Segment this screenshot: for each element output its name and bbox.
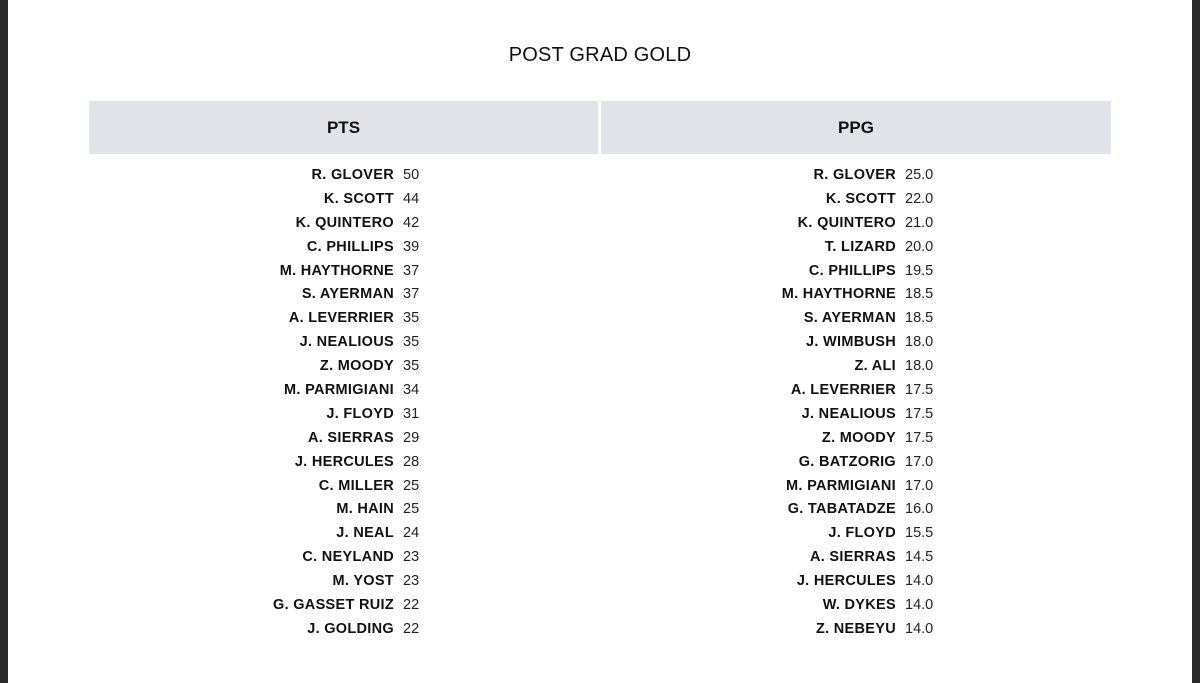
player-name: J. NEAL xyxy=(336,525,394,542)
points-value: 22 xyxy=(403,620,420,637)
pts-row xyxy=(194,307,443,331)
pts-column-header: PTS xyxy=(89,101,598,154)
ppg-value: 15.5 xyxy=(905,525,934,542)
player-name: Z. MOODY xyxy=(319,358,394,375)
player-name: K. SCOTT xyxy=(323,190,394,207)
player-name: S. AYERMAN xyxy=(301,286,394,303)
points-value: 35 xyxy=(403,334,420,351)
ppg-value: 19.5 xyxy=(905,262,934,279)
player-name: M. HAYTHORNE xyxy=(781,286,896,303)
ppg-value: 14.0 xyxy=(905,620,934,637)
player-name: C. PHILLIPS xyxy=(808,262,896,279)
player-name: A. SIERRAS xyxy=(810,549,896,566)
ppg-value: 21.0 xyxy=(905,214,934,231)
ppg-row xyxy=(696,307,955,331)
player-name: C. MILLER xyxy=(318,477,394,494)
ppg-row xyxy=(696,475,955,499)
ppg-value: 14.0 xyxy=(905,573,934,590)
ppg-value: 25.0 xyxy=(905,167,934,183)
ppg-value: 17.0 xyxy=(905,453,934,470)
player-name: Z. MOODY xyxy=(821,429,896,446)
pts-row xyxy=(194,498,443,522)
ppg-value: 14.5 xyxy=(905,549,934,566)
pts-leaderboard xyxy=(194,164,443,642)
points-value: 35 xyxy=(403,310,420,327)
player-name: W. DYKES xyxy=(822,597,896,614)
stats-page xyxy=(8,0,1192,683)
player-name: M. HAYTHORNE xyxy=(279,262,394,279)
ppg-value: 18.5 xyxy=(905,310,934,327)
ppg-value: 18.5 xyxy=(905,286,934,303)
pts-row xyxy=(194,546,443,570)
player-name: G. TABATADZE xyxy=(787,501,896,518)
player-name: M. HAIN xyxy=(336,501,394,518)
ppg-row xyxy=(696,618,955,642)
ppg-leaderboard xyxy=(696,164,955,642)
pts-row xyxy=(194,212,443,236)
ppg-row xyxy=(696,283,955,307)
player-name: A. SIERRAS xyxy=(308,429,394,446)
player-name: J. HERCULES xyxy=(294,453,394,470)
ppg-row xyxy=(696,355,955,379)
ppg-value: 18.0 xyxy=(905,334,934,351)
pts-row xyxy=(194,331,443,355)
player-name: G. GASSET RUIZ xyxy=(272,597,394,614)
points-value: 37 xyxy=(403,262,420,279)
ppg-row xyxy=(696,331,955,355)
player-name: R. GLOVER xyxy=(311,167,394,183)
points-value: 29 xyxy=(403,429,420,446)
points-value: 34 xyxy=(403,382,420,399)
player-name: M. PARMIGIANI xyxy=(284,382,394,399)
player-name: G. BATZORIG xyxy=(798,453,896,470)
player-name: A. LEVERRIER xyxy=(288,310,394,327)
ppg-row xyxy=(696,594,955,618)
points-value: 23 xyxy=(403,549,420,566)
ppg-row xyxy=(696,236,955,260)
ppg-value: 22.0 xyxy=(905,190,934,207)
ppg-value: 14.0 xyxy=(905,597,934,614)
pts-row xyxy=(194,570,443,594)
player-name: K. QUINTERO xyxy=(295,214,394,231)
pts-row xyxy=(194,594,443,618)
player-name: Z. NEBEYU xyxy=(815,620,896,637)
pts-row xyxy=(194,283,443,307)
ppg-row xyxy=(696,379,955,403)
player-name: R. GLOVER xyxy=(813,167,896,183)
player-name: K. SCOTT xyxy=(825,190,896,207)
player-name: C. NEYLAND xyxy=(302,549,394,566)
points-value: 24 xyxy=(403,525,420,542)
player-name: C. PHILLIPS xyxy=(306,238,394,255)
pts-row xyxy=(194,403,443,427)
ppg-row xyxy=(696,546,955,570)
ppg-value: 18.0 xyxy=(905,358,934,375)
points-value: 37 xyxy=(403,286,420,303)
pts-row xyxy=(194,260,443,284)
pts-row xyxy=(194,188,443,212)
points-value: 35 xyxy=(403,358,420,375)
pts-row xyxy=(194,522,443,546)
ppg-row xyxy=(696,451,955,475)
ppg-row xyxy=(696,522,955,546)
ppg-row xyxy=(696,498,955,522)
points-value: 50 xyxy=(403,167,420,183)
ppg-row xyxy=(696,427,955,451)
player-name: T. LIZARD xyxy=(824,238,896,255)
ppg-value: 17.0 xyxy=(905,477,934,494)
player-name: M. YOST xyxy=(332,573,394,590)
ppg-row xyxy=(696,188,955,212)
player-name: Z. ALI xyxy=(854,358,896,375)
pts-row xyxy=(194,427,443,451)
player-name: J. FLOYD xyxy=(828,525,896,542)
points-value: 44 xyxy=(403,190,420,207)
ppg-row xyxy=(696,403,955,427)
ppg-value: 17.5 xyxy=(905,405,934,422)
ppg-value: 17.5 xyxy=(905,429,934,446)
pts-row xyxy=(194,164,443,188)
ppg-value: 17.5 xyxy=(905,382,934,399)
page-title: POST GRAD GOLD xyxy=(508,44,692,66)
points-value: 28 xyxy=(403,453,420,470)
points-value: 23 xyxy=(403,573,420,590)
player-name: J. HERCULES xyxy=(796,573,896,590)
pts-row xyxy=(194,355,443,379)
points-value: 39 xyxy=(403,238,420,255)
player-name: M. PARMIGIANI xyxy=(786,477,896,494)
pts-row xyxy=(194,475,443,499)
points-value: 22 xyxy=(403,597,420,614)
player-name: J. GOLDING xyxy=(307,620,394,637)
pts-row xyxy=(194,618,443,642)
player-name: A. LEVERRIER xyxy=(790,382,896,399)
ppg-column-header: PPG xyxy=(601,101,1111,154)
ppg-row xyxy=(696,212,955,236)
points-value: 31 xyxy=(403,405,420,422)
pts-row xyxy=(194,451,443,475)
player-name: J. NEALIOUS xyxy=(299,334,394,351)
player-name: J. WIMBUSH xyxy=(806,334,896,351)
player-name: J. FLOYD xyxy=(326,405,394,422)
ppg-row xyxy=(696,164,955,188)
player-name: S. AYERMAN xyxy=(803,310,896,327)
ppg-value: 16.0 xyxy=(905,501,934,518)
ppg-value: 20.0 xyxy=(905,238,934,255)
player-name: J. NEALIOUS xyxy=(801,405,896,422)
pts-row xyxy=(194,379,443,403)
ppg-row xyxy=(696,260,955,284)
player-name: K. QUINTERO xyxy=(797,214,896,231)
points-value: 25 xyxy=(403,501,420,518)
ppg-row xyxy=(696,570,955,594)
points-value: 42 xyxy=(403,214,420,231)
points-value: 25 xyxy=(403,477,420,494)
pts-row xyxy=(194,236,443,260)
